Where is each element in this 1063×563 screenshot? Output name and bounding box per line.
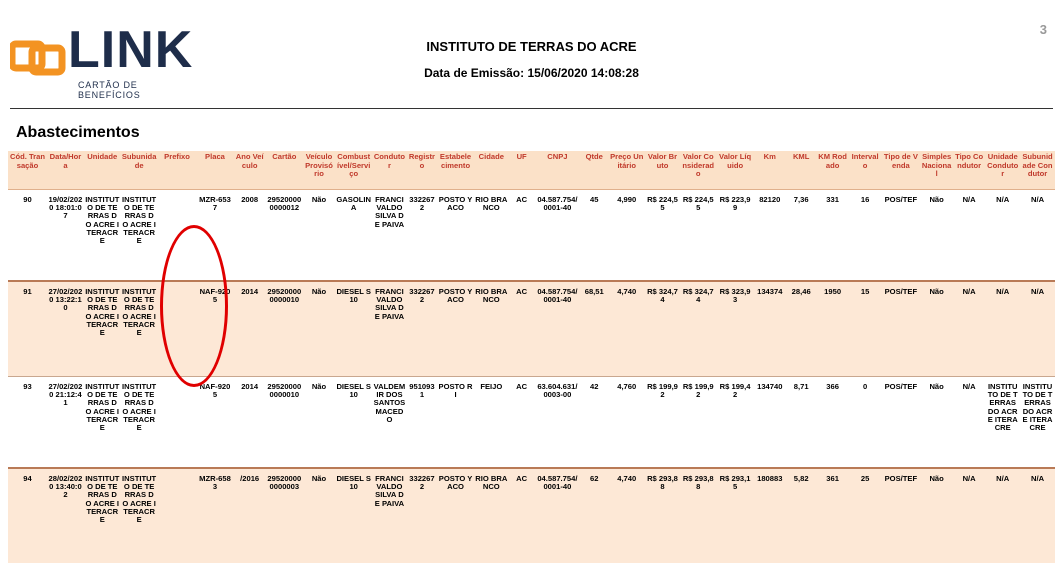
column-header: Prefixo	[158, 151, 197, 190]
table-cell: POSTO YACO	[437, 281, 474, 377]
fuel-transactions-table	[8, 151, 1055, 563]
table-cell: Não	[303, 468, 336, 563]
emission-date-text: Data de Emissão: 15/06/2020 14:08:28	[424, 66, 639, 80]
column-header: Preço Unitário	[608, 151, 645, 190]
table-cell: POS/TEF	[881, 281, 920, 377]
table-cell: N/A	[953, 377, 986, 469]
column-header: Valor Bruto	[645, 151, 680, 190]
table-cell: 134740	[754, 377, 787, 469]
table-cell: DIESEL S10	[335, 377, 372, 469]
table-cell: POS/TEF	[881, 190, 920, 282]
table-cell: N/A	[953, 190, 986, 282]
logo-word: LINK	[68, 21, 194, 79]
table-cell: FRANCIVALDO SILVA DE PAIVA	[372, 468, 407, 563]
emission-date	[0, 66, 1063, 80]
table-cell: POSTO YACO	[437, 190, 474, 282]
table-cell: RIO BRANCO	[474, 281, 509, 377]
table-cell: 27/02/2020 21:12:41	[47, 377, 84, 469]
table-cell: AC	[509, 377, 535, 469]
column-header: Registro	[407, 151, 437, 190]
table-cell: 4,990	[608, 190, 645, 282]
table-cell: INSTITUTO DE TERRAS DO ACRE ITERACRE	[121, 281, 158, 377]
table-cell: GASOLINA	[335, 190, 372, 282]
table-cell: R$ 293,88	[680, 468, 717, 563]
table-cell: INSTITUTO DE TERRAS DO ACRE ITERACRE	[985, 377, 1020, 469]
table-cell: AC	[509, 190, 535, 282]
column-header: Km	[754, 151, 787, 190]
table-cell: 331	[816, 190, 849, 282]
table-cell: R$ 199,42	[717, 377, 754, 469]
column-header: KM Rodado	[816, 151, 849, 190]
table-cell: 04.587.754/0001-40	[535, 190, 581, 282]
table-cell: 68,51	[580, 281, 608, 377]
column-header: Condutor	[372, 151, 407, 190]
table-cell: 3322672	[407, 468, 437, 563]
table-cell: 27/02/2020 13:22:10	[47, 281, 84, 377]
table-cell: INSTITUTO DE TERRAS DO ACRE ITERACRE	[84, 468, 121, 563]
table-cell: MZR-6537	[197, 190, 234, 282]
table-cell: INSTITUTO DE TERRAS DO ACRE ITERACRE	[84, 281, 121, 377]
table-cell: 45	[580, 190, 608, 282]
table-cell: N/A	[985, 190, 1020, 282]
report-title-text: INSTITUTO DE TERRAS DO ACRE	[426, 39, 637, 54]
table-cell: /2016	[233, 468, 266, 563]
table-row	[8, 468, 1055, 563]
table-cell: 04.587.754/0001-40	[535, 468, 581, 563]
column-header: Placa	[197, 151, 234, 190]
column-header: Combustível/Serviço	[335, 151, 372, 190]
table-cell: 8,71	[786, 377, 816, 469]
table-cell: 2008	[233, 190, 266, 282]
table-cell: 16	[849, 190, 882, 282]
table-cell: FRANCIVALDO SILVA DE PAIVA	[372, 281, 407, 377]
table-cell: R$ 199,92	[680, 377, 717, 469]
table-cell: 91	[8, 281, 47, 377]
table-cell: 134374	[754, 281, 787, 377]
table-cell: AC	[509, 468, 535, 563]
report-title	[0, 39, 1063, 54]
table-cell: N/A	[1020, 468, 1055, 563]
table-cell: POSTO YACO	[437, 468, 474, 563]
table-cell: 28/02/2020 13:40:02	[47, 468, 84, 563]
table-cell: 295200000000010	[266, 281, 303, 377]
table-cell: 4,760	[608, 377, 645, 469]
table-cell: 25	[849, 468, 882, 563]
red-circle-annotation	[160, 225, 228, 387]
column-header: Cód. Transação	[8, 151, 47, 190]
table-cell: NAF-9205	[197, 281, 234, 377]
table-cell: 4,740	[608, 468, 645, 563]
header-divider	[10, 108, 1053, 109]
table-cell: INSTITUTO DE TERRAS DO ACRE ITERACRE	[121, 190, 158, 282]
logo-subtitle: CARTÃO DE BENEFÍCIOS	[78, 80, 141, 100]
column-header: Subunidade	[121, 151, 158, 190]
table-cell: MZR-6583	[197, 468, 234, 563]
section-title: Abastecimentos	[16, 124, 140, 141]
table-cell: 15	[849, 281, 882, 377]
table-cell: 1950	[816, 281, 849, 377]
table-cell: POS/TEF	[881, 377, 920, 469]
table-cell: R$ 324,74	[680, 281, 717, 377]
column-header: Cidade	[474, 151, 509, 190]
table-cell: N/A	[985, 281, 1020, 377]
table-cell: N/A	[985, 468, 1020, 563]
table-cell: FRANCIVALDO SILVA DE PAIVA	[372, 190, 407, 282]
table-cell: 94	[8, 468, 47, 563]
table-cell: Não	[303, 190, 336, 282]
table-cell: INSTITUTO DE TERRAS DO ACRE ITERACRE	[84, 190, 121, 282]
table-cell: Não	[920, 281, 953, 377]
table-cell: 62	[580, 468, 608, 563]
table-cell: 28,46	[786, 281, 816, 377]
table-cell: NAF-9205	[197, 377, 234, 469]
column-header: Ano Veículo	[233, 151, 266, 190]
column-header: Data/Hora	[47, 151, 84, 190]
table-cell: INSTITUTO DE TERRAS DO ACRE ITERACRE	[121, 468, 158, 563]
table-cell: 82120	[754, 190, 787, 282]
table-cell: 5,82	[786, 468, 816, 563]
table-cell: 63.604.631/0003-00	[535, 377, 581, 469]
table-cell: 0	[849, 377, 882, 469]
table-cell: DIESEL S10	[335, 281, 372, 377]
table-cell: 42	[580, 377, 608, 469]
table-header-row	[8, 151, 1055, 190]
table-cell: FEIJO	[474, 377, 509, 469]
table-cell: POS/TEF	[881, 468, 920, 563]
table-cell: R$ 223,99	[717, 190, 754, 282]
table-cell: N/A	[953, 468, 986, 563]
table-cell: INSTITUTO DE TERRAS DO ACRE ITERACRE	[121, 377, 158, 469]
table-cell: 90	[8, 190, 47, 282]
column-header: KML	[786, 151, 816, 190]
table-cell: POSTO RI	[437, 377, 474, 469]
table-cell: 295200000000010	[266, 377, 303, 469]
table-cell	[158, 377, 197, 469]
table-cell: R$ 224,55	[680, 190, 717, 282]
table-cell: 2014	[233, 281, 266, 377]
table-cell: RIO BRANCO	[474, 468, 509, 563]
column-header: Estabelecimento	[437, 151, 474, 190]
table-cell: 4,740	[608, 281, 645, 377]
column-header: Valor Líquido	[717, 151, 754, 190]
table-cell: 295200000000003	[266, 468, 303, 563]
column-header: Subunidade Condutor	[1020, 151, 1055, 190]
table-cell: Não	[920, 377, 953, 469]
table-cell: N/A	[1020, 281, 1055, 377]
column-header: Tipo de Venda	[881, 151, 920, 190]
table-cell: 93	[8, 377, 47, 469]
column-header: UF	[509, 151, 535, 190]
table-cell: R$ 293,15	[717, 468, 754, 563]
table-cell: Não	[920, 190, 953, 282]
column-header: Cartão	[266, 151, 303, 190]
table-cell	[158, 468, 197, 563]
table-cell: R$ 324,74	[645, 281, 680, 377]
table-cell: 3322672	[407, 281, 437, 377]
table-cell: 19/02/2020 18:01:07	[47, 190, 84, 282]
table-cell: R$ 323,93	[717, 281, 754, 377]
table-cell: Não	[920, 468, 953, 563]
table-cell: 7,36	[786, 190, 816, 282]
table-cell: INSTITUTO DE TERRAS DO ACRE ITERACRE	[1020, 377, 1055, 469]
table-cell: 366	[816, 377, 849, 469]
table-cell: 180883	[754, 468, 787, 563]
table-cell: DIESEL S10	[335, 468, 372, 563]
table-cell: 295200000000012	[266, 190, 303, 282]
table-cell: 9510931	[407, 377, 437, 469]
table-cell: 2014	[233, 377, 266, 469]
table-cell: 04.587.754/0001-40	[535, 281, 581, 377]
table-row	[8, 377, 1055, 469]
table-cell: VALDEMIR DOS SANTOS MACEDO	[372, 377, 407, 469]
table-cell: 361	[816, 468, 849, 563]
column-header: Veículo Provisório	[303, 151, 336, 190]
table-cell: 3322672	[407, 190, 437, 282]
table-cell: Não	[303, 377, 336, 469]
table-cell: N/A	[1020, 190, 1055, 282]
table-cell: Não	[303, 281, 336, 377]
table-cell: AC	[509, 281, 535, 377]
column-header: Qtde	[580, 151, 608, 190]
column-header: Unidade	[84, 151, 121, 190]
column-header: Tipo Condutor	[953, 151, 986, 190]
column-header: Simples Nacional	[920, 151, 953, 190]
column-header: Intervalo	[849, 151, 882, 190]
column-header: Unidade Condutor	[985, 151, 1020, 190]
table-cell: N/A	[953, 281, 986, 377]
table-cell: R$ 224,55	[645, 190, 680, 282]
page-number: 3	[1039, 22, 1047, 37]
table-cell: RIO BRANCO	[474, 190, 509, 282]
column-header: Valor Considerado	[680, 151, 717, 190]
table-cell: R$ 293,88	[645, 468, 680, 563]
table-cell: R$ 199,92	[645, 377, 680, 469]
column-header: CNPJ	[535, 151, 581, 190]
table-cell: INSTITUTO DE TERRAS DO ACRE ITERACRE	[84, 377, 121, 469]
